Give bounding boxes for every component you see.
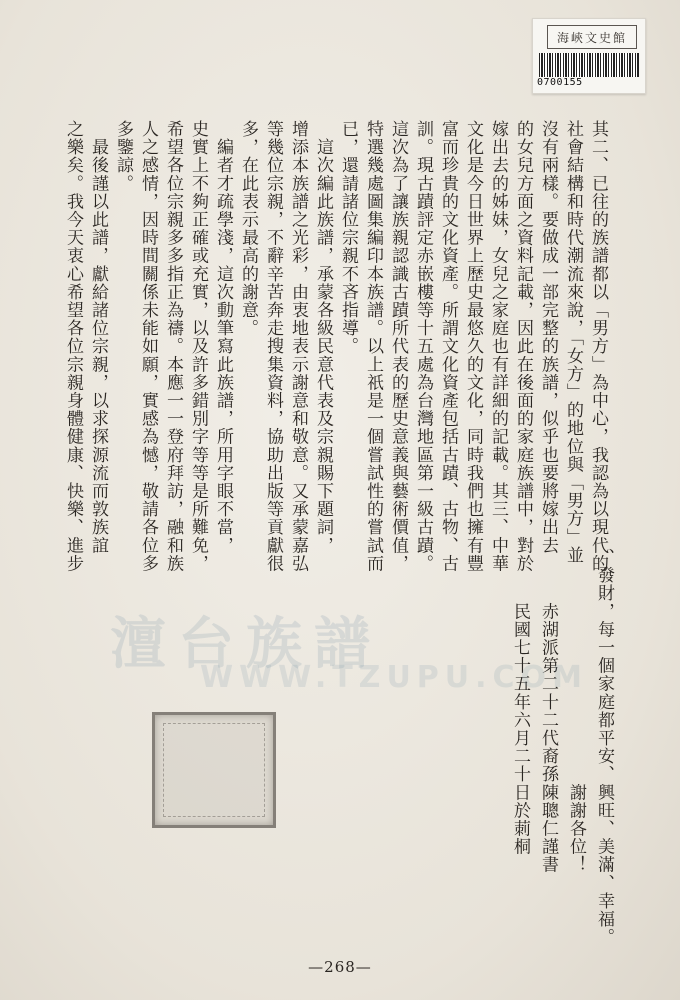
watermark-text: 澶台族譜 xyxy=(110,612,382,677)
text-column: 增添本族譜之光彩，由衷地表示謝意和敬意。又承蒙嘉弘 xyxy=(288,120,308,573)
text-column: 特選幾處圖集編印本族譜。以上祇是一個嘗試性的嘗試而 xyxy=(363,120,383,573)
text-column: 的女兒方面之資料記載，因此在後面的家庭族譜中，對於 xyxy=(513,120,533,573)
main-text-body xyxy=(40,120,610,573)
text-column: 訓。現古蹟評定赤嵌樓等十五處為台灣地區第一級古蹟。 xyxy=(413,120,433,573)
text-column: 多，在此表示最高的謝意。 xyxy=(238,120,258,338)
signature-date: 民國七十五年六月二十日於莿桐 xyxy=(510,548,530,856)
barcode-icon xyxy=(539,53,639,77)
watermark-url: WWW.TZUPU.COM xyxy=(200,660,588,695)
text-column: 這次為了讓族親認識古蹟所代表的歷史意義與藝術價值， xyxy=(388,120,408,573)
text-column: 其二、已往的族譜都以「男方」為中心，我認為以現代的 xyxy=(588,120,608,573)
text-column: 希望各位宗親多多指正為禱。本應一一登府拜訪，融和族 xyxy=(163,120,183,573)
closing-signature-block xyxy=(506,548,618,946)
text-column: 社會結構和時代潮流來說，「女方」的地位與「男方」並 xyxy=(563,120,583,564)
text-column: 等幾位宗親，不辭辛苦奔走搜集資料，協助出版等貢獻很 xyxy=(263,120,283,573)
text-column: 這次編此族譜，承蒙各級民意代表及宗親賜下題詞， xyxy=(313,120,333,555)
text-column: 編者才疏學淺，這次動筆寫此族譜，所用字眼不當， xyxy=(213,120,233,555)
text-column: 文化是今日世界上歷史最悠久的文化，同時我們也擁有豐 xyxy=(463,120,483,573)
text-column: 富而珍貴的文化資產。所謂文化資產包括古蹟、古物、古 xyxy=(438,120,458,573)
closing-thanks: 謝謝各位！ xyxy=(566,548,586,874)
archive-code: 0700155 xyxy=(537,77,583,88)
page-number: —268— xyxy=(308,958,372,976)
text-column: 已，還請諸位宗親不吝指導。 xyxy=(338,120,358,356)
text-column: 嫁出去的姊妹，女兒之家庭也有詳細的記載。其三、中華 xyxy=(488,120,508,573)
text-column: 沒有兩樣。要做成一部完整的族譜，似乎也要將嫁出去 xyxy=(538,120,558,555)
seal-stamp-icon xyxy=(152,712,276,828)
archive-stamp-text: 海峽文史館 xyxy=(547,25,637,49)
author-signature: 赤湖派第二十二代裔孫陳聰仁謹書 xyxy=(538,548,558,874)
text-column: 人之感情，因時間關係未能如願，實感為憾，敬請各位多 xyxy=(138,120,158,573)
archive-label-sticker xyxy=(532,18,646,94)
text-column: 之樂矣。我今天衷心希望各位宗親身體健康、快樂、進步 xyxy=(63,120,83,573)
text-column: 史實上不夠正確或充實，以及許多錯別字等等是所難免， xyxy=(188,120,208,573)
text-column: 最後謹以此譜，獻給諸位宗親，以求探源流而敦族誼 xyxy=(88,120,108,555)
text-column: 多鑒諒。 xyxy=(113,120,133,193)
closing-line: 、發財，每一個家庭都平安、興旺、美滿、幸福。 xyxy=(594,548,614,947)
